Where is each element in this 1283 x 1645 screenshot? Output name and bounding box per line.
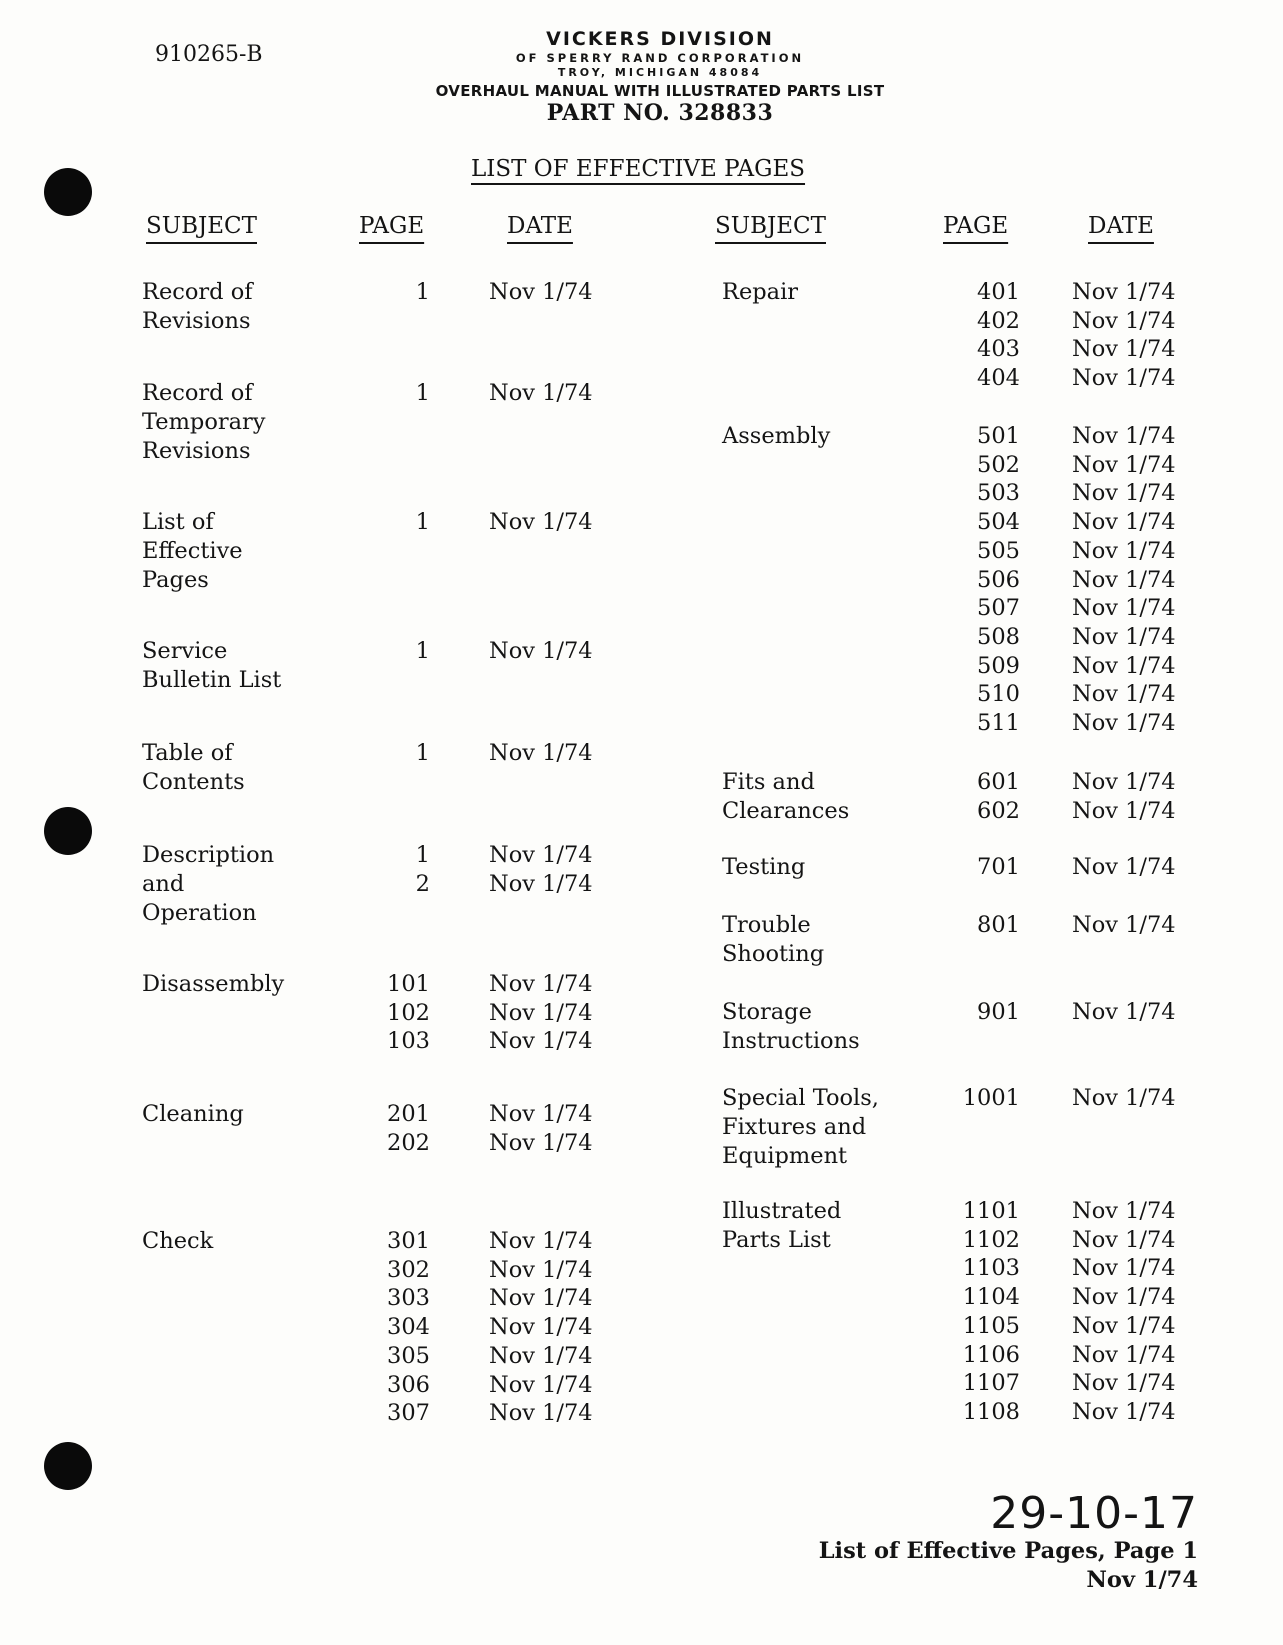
entry-page-number: 901 [977,999,1020,1025]
entry-date: Nov 1/74 [1072,279,1176,305]
entry-date: Nov 1/74 [1072,537,1176,564]
entry-date: Nov 1/74 [1072,912,1176,938]
entry-page-number: 1 [415,380,430,406]
entry-date: Nov 1/74 [1072,681,1176,708]
entry-page-number: 506 [977,566,1020,593]
entry-page-number: 403 [977,336,1020,363]
entry-date: Nov 1/74 [489,1228,593,1254]
column-header-page-left: PAGE [359,213,425,239]
binder-hole [44,168,92,216]
entry-date: Nov 1/74 [1072,623,1176,650]
document-number: 910265-B [155,42,263,67]
entry-page-number: 1104 [962,1284,1020,1311]
entry-date: Nov 1/74 [1072,1370,1176,1397]
entry-date: Nov 1/74 [489,1400,593,1427]
entry-date: Nov 1/74 [1072,509,1176,536]
entry-subject: Trouble Shooting [722,912,825,967]
entry-page-number: 1 [415,740,430,766]
entry-page-number: 511 [977,710,1020,736]
entry-date: Nov 1/74 [1072,854,1176,880]
manual-title: OVERHAUL MANUAL WITH ILLUSTRATED PARTS LIST [435,82,885,100]
entry-date: Nov 1/74 [489,999,593,1026]
entry-date: Nov 1/74 [1072,595,1176,622]
entry-date: Nov 1/74 [1072,999,1176,1025]
entry-page-number: 1103 [962,1255,1020,1282]
entry-page-number: 307 [387,1400,430,1427]
entry-date: Nov 1/74 [489,1101,593,1127]
entry-page-number: 1101 [962,1198,1020,1224]
entry-subject: Special Tools, Fixtures and Equipment [722,1085,879,1169]
entry-page-number: 601 [977,769,1020,795]
entry-date: Nov 1/74 [1072,1284,1176,1311]
entry-page-number: 508 [977,623,1020,650]
entry-page-number: 103 [387,1028,430,1055]
entry-date: Nov 1/74 [489,380,593,406]
entry-date: Nov 1/74 [1072,652,1176,679]
page-title: LIST OF EFFECTIVE PAGES [471,156,806,182]
entry-page-number: 510 [977,681,1020,708]
entry-date: Nov 1/74 [1072,1341,1176,1368]
entry-subject: Storage Instructions [722,999,860,1054]
entry-subject: Illustrated Parts List [722,1198,842,1253]
column-header-date-right: DATE [1088,213,1154,239]
corporation-name: OF SPERRY RAND CORPORATION [515,51,805,65]
entry-page-number: 304 [387,1314,430,1341]
entry-date: Nov 1/74 [489,1129,593,1156]
entry-page-number: 2 [415,870,430,897]
entry-date: Nov 1/74 [489,638,593,664]
entry-date: Nov 1/74 [489,842,593,868]
entry-subject: Description and Operation [142,842,275,926]
entry-date: Nov 1/74 [489,1256,593,1283]
entry-page-number: 1 [415,279,430,305]
entry-date: Nov 1/74 [1072,1312,1176,1339]
entry-date: Nov 1/74 [1072,307,1176,334]
entry-page-number: 503 [977,480,1020,507]
entry-date: Nov 1/74 [489,1285,593,1312]
entry-page-number: 301 [387,1228,430,1254]
entry-page-number: 701 [977,854,1020,880]
entry-page-number: 1106 [962,1341,1020,1368]
binder-hole [44,807,92,855]
entry-date: Nov 1/74 [1072,1198,1176,1224]
entry-page-number: 505 [977,537,1020,564]
entry-page-number: 1 [415,509,430,535]
entry-date: Nov 1/74 [489,1342,593,1369]
entry-page-number: 305 [387,1342,430,1369]
entry-page-number: 402 [977,307,1020,334]
entry-page-number: 302 [387,1256,430,1283]
entry-subject: Check [142,1228,214,1254]
entry-date: Nov 1/74 [1072,480,1176,507]
entry-subject: Repair [722,279,799,305]
part-number: PART NO. 328833 [546,100,774,126]
entry-page-number: 1108 [962,1398,1020,1425]
entry-date: Nov 1/74 [1072,451,1176,478]
entry-page-number: 1105 [962,1312,1020,1339]
entry-subject: List of Effective Pages [142,509,243,593]
entry-subject: Assembly [722,423,831,449]
company-name: VICKERS DIVISION [546,28,774,50]
entry-subject: Service Bulletin List [142,638,282,693]
entry-page-number: 202 [387,1129,430,1156]
binder-hole [44,1442,92,1490]
entry-subject: Testing [722,854,806,880]
entry-page-number: 101 [387,971,430,997]
entry-date: Nov 1/74 [1072,710,1176,736]
entry-page-number: 102 [387,999,430,1026]
entry-date: Nov 1/74 [489,509,593,535]
column-header-date-left: DATE [507,213,573,239]
entry-page-number: 404 [977,365,1020,392]
entry-page-number: 1001 [962,1085,1020,1111]
entry-page-number: 502 [977,451,1020,478]
company-address: TROY, MICHIGAN 48084 [557,66,763,79]
entry-page-number: 602 [977,797,1020,824]
entry-page-number: 801 [977,912,1020,938]
entry-page-number: 401 [977,279,1020,305]
entry-date: Nov 1/74 [1072,1085,1176,1111]
column-header-subject-right: SUBJECT [715,213,826,239]
entry-subject: Disassembly [142,971,285,997]
entry-page-number: 504 [977,509,1020,536]
entry-date: Nov 1/74 [1072,336,1176,363]
entry-subject: Cleaning [142,1101,244,1127]
entry-page-number: 306 [387,1371,430,1398]
entry-page-number: 507 [977,595,1020,622]
entry-page-number: 201 [387,1101,430,1127]
entry-page-number: 303 [387,1285,430,1312]
entry-date: Nov 1/74 [1072,769,1176,795]
entry-date: Nov 1/74 [1072,1255,1176,1282]
entry-date: Nov 1/74 [489,1314,593,1341]
footer-date: Nov 1/74 [1086,1567,1198,1593]
entry-page-number: 1107 [962,1370,1020,1397]
entry-date: Nov 1/74 [1072,1398,1176,1425]
entry-date: Nov 1/74 [1072,1226,1176,1253]
entry-date: Nov 1/74 [1072,365,1176,392]
column-header-subject-left: SUBJECT [146,213,257,239]
entry-date: Nov 1/74 [489,971,593,997]
entry-date: Nov 1/74 [489,740,593,766]
entry-date: Nov 1/74 [1072,566,1176,593]
column-header-page-right: PAGE [943,213,1009,239]
entry-date: Nov 1/74 [489,1028,593,1055]
entry-page-number: 1 [415,842,430,868]
footer-page-label: List of Effective Pages, Page 1 [818,1538,1198,1564]
entry-subject: Table of Contents [142,740,245,795]
entry-date: Nov 1/74 [489,870,593,897]
entry-date: Nov 1/74 [1072,797,1176,824]
chapter-code: 29-10-17 [990,1488,1198,1539]
entry-page-number: 1 [415,638,430,664]
entry-date: Nov 1/74 [489,279,593,305]
entry-page-number: 501 [977,423,1020,449]
entry-date: Nov 1/74 [1072,423,1176,449]
entry-date: Nov 1/74 [489,1371,593,1398]
entry-subject: Record of Revisions [142,279,253,334]
entry-subject: Fits and Clearances [722,769,850,824]
entry-page-number: 509 [977,652,1020,679]
entry-subject: Record of Temporary Revisions [142,380,266,464]
entry-page-number: 1102 [962,1226,1020,1253]
